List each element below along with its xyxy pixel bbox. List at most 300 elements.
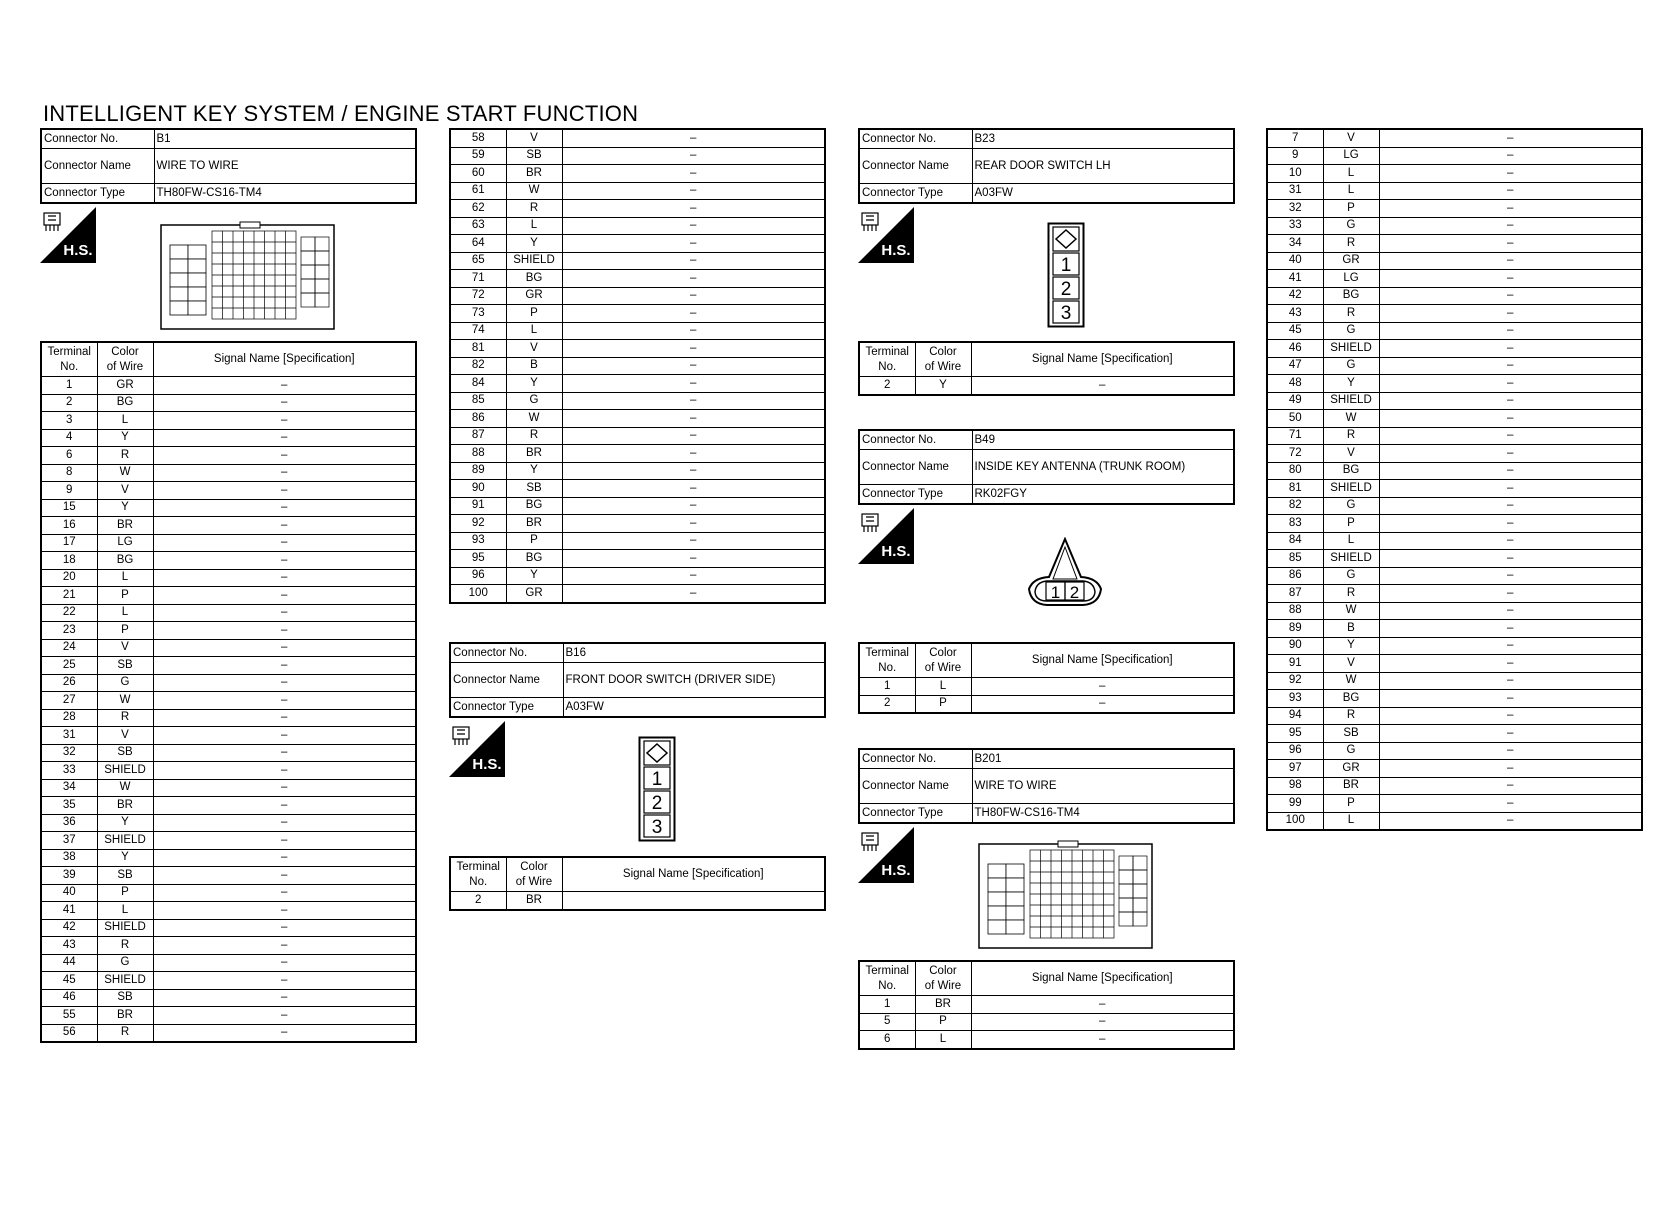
wire-color-cell: V: [506, 340, 562, 358]
signal-name-cell: –: [153, 779, 416, 797]
table-row: [450, 375, 825, 393]
terminal-no-cell: 6: [859, 1031, 915, 1049]
terminal-no-cell: 10: [1267, 165, 1323, 183]
signal-name-cell: –: [1379, 252, 1642, 270]
label-connector-name: Connector Name: [859, 149, 972, 184]
label-connector-no: Connector No.: [859, 430, 972, 450]
terminal-no-cell: 2: [859, 377, 915, 395]
connector-no-value: B1: [154, 129, 416, 149]
table-row: [1267, 322, 1642, 340]
signal-name-cell: –: [153, 482, 416, 500]
table-row: [450, 165, 825, 183]
wire-color-cell: W: [1323, 410, 1379, 428]
signal-name-cell: –: [1379, 445, 1642, 463]
wire-color-cell: BR: [915, 996, 971, 1014]
wire-color-cell: BR: [506, 515, 562, 533]
signal-name-cell: –: [153, 954, 416, 972]
signal-name-cell: –: [153, 447, 416, 465]
color-of-wire-header: Color of Wire: [506, 857, 562, 892]
wire-color-cell: SHIELD: [1323, 392, 1379, 410]
signal-name-cell: –: [153, 674, 416, 692]
wire-color-cell: SB: [506, 480, 562, 498]
wire-color-cell: V: [97, 727, 153, 745]
table-row: [41, 832, 416, 850]
table-row: [1267, 392, 1642, 410]
signal-name-cell: –: [562, 305, 825, 323]
wire-color-cell: P: [1323, 200, 1379, 218]
hs-connector-icon: [858, 508, 914, 564]
table-row: [1267, 235, 1642, 253]
wire-color-cell: V: [97, 639, 153, 657]
terminal-no-cell: 45: [41, 972, 97, 990]
table-row: [450, 550, 825, 568]
table-row: [450, 585, 825, 603]
connector-name-value: FRONT DOOR SWITCH (DRIVER SIDE): [563, 663, 825, 698]
wire-color-cell: SHIELD: [1323, 550, 1379, 568]
wire-color-cell: G: [1323, 742, 1379, 760]
table-row: [1267, 357, 1642, 375]
signal-name-cell: –: [1379, 147, 1642, 165]
signal-name-cell: –: [1379, 795, 1642, 813]
table-row: [41, 814, 416, 832]
table-row: [450, 462, 825, 480]
table-row: [450, 892, 825, 910]
table-row: [450, 200, 825, 218]
wire-color-cell: L: [97, 569, 153, 587]
wire-color-cell: W: [506, 182, 562, 200]
terminal-no-cell: 99: [1267, 795, 1323, 813]
color-of-wire-header: Color of Wire: [915, 643, 971, 678]
signal-name-cell: –: [153, 692, 416, 710]
terminal-no-cell: 83: [1267, 515, 1323, 533]
table-row: [1267, 147, 1642, 165]
terminal-no-cell: 46: [1267, 340, 1323, 358]
signal-name-cell: –: [562, 270, 825, 288]
signal-name-header: Signal Name [Specification]: [971, 961, 1234, 996]
label-connector-no: Connector No.: [859, 749, 972, 769]
wire-color-cell: L: [97, 604, 153, 622]
table-row: [41, 937, 416, 955]
table-row: [450, 322, 825, 340]
signal-name-cell: –: [1379, 812, 1642, 830]
connector-type-value: RK02FGY: [972, 485, 1234, 505]
terminal-no-header: Terminal No.: [41, 342, 97, 377]
wire-color-cell: LG: [1323, 270, 1379, 288]
table-row: [41, 779, 416, 797]
wire-color-cell: P: [97, 622, 153, 640]
table-row: [1267, 129, 1642, 147]
connector-name-value: WIRE TO WIRE: [972, 769, 1234, 804]
wire-color-cell: SB: [1323, 725, 1379, 743]
terminal-no-cell: 43: [1267, 305, 1323, 323]
signal-name-cell: –: [1379, 235, 1642, 253]
terminal-table-b16: [449, 856, 826, 911]
terminal-no-cell: 41: [1267, 270, 1323, 288]
terminal-no-cell: 95: [450, 550, 506, 568]
table-row: [41, 429, 416, 447]
table-row: [1267, 690, 1642, 708]
terminal-no-cell: 35: [41, 797, 97, 815]
signal-name-cell: –: [153, 867, 416, 885]
terminal-no-cell: 37: [41, 832, 97, 850]
wire-color-cell: L: [1323, 165, 1379, 183]
terminal-no-header: Terminal No.: [859, 643, 915, 678]
signal-name-cell: –: [153, 569, 416, 587]
signal-name-cell: –: [1379, 760, 1642, 778]
wire-color-cell: BG: [97, 394, 153, 412]
terminal-no-cell: 62: [450, 200, 506, 218]
signal-name-cell: –: [562, 235, 825, 253]
signal-name-cell: –: [1379, 200, 1642, 218]
wire-color-cell: P: [915, 1013, 971, 1031]
terminal-no-cell: 36: [41, 814, 97, 832]
wire-color-cell: Y: [1323, 375, 1379, 393]
wire-color-cell: R: [97, 709, 153, 727]
table-row: [41, 552, 416, 570]
terminal-no-cell: 42: [41, 919, 97, 937]
wire-color-cell: GR: [97, 377, 153, 395]
table-row: [859, 678, 1234, 696]
signal-name-cell: –: [971, 1031, 1234, 1049]
wire-color-cell: W: [97, 464, 153, 482]
signal-name-cell: –: [1379, 777, 1642, 795]
wire-color-cell: L: [915, 678, 971, 696]
signal-name-cell: –: [153, 919, 416, 937]
table-row: [1267, 375, 1642, 393]
table-row: [450, 567, 825, 585]
table-row: [450, 147, 825, 165]
table-row: [450, 182, 825, 200]
wire-color-cell: BG: [1323, 690, 1379, 708]
terminal-no-cell: 48: [1267, 375, 1323, 393]
wire-color-cell: BG: [1323, 287, 1379, 305]
wire-color-cell: L: [1323, 182, 1379, 200]
terminal-table-b23: [858, 341, 1235, 396]
connector-face-b49: [1025, 537, 1105, 609]
hs-connector-icon: [40, 207, 96, 263]
pin-2-label: 2: [1060, 279, 1072, 300]
terminal-no-cell: 1: [859, 678, 915, 696]
signal-name-cell: –: [153, 499, 416, 517]
terminal-no-cell: 94: [1267, 707, 1323, 725]
signal-name-cell: –: [153, 622, 416, 640]
signal-name-cell: –: [1379, 550, 1642, 568]
table-row: [41, 954, 416, 972]
table-row: [1267, 812, 1642, 830]
label-connector-type: Connector Type: [859, 485, 972, 505]
svg-text:H.S.: H.S.: [881, 543, 911, 560]
wire-color-cell: L: [1323, 812, 1379, 830]
wire-color-cell: G: [97, 674, 153, 692]
table-row: [41, 902, 416, 920]
terminal-no-cell: 100: [1267, 812, 1323, 830]
terminal-no-cell: 38: [41, 849, 97, 867]
wire-color-cell: R: [97, 447, 153, 465]
pin-1-label: 1: [1050, 583, 1061, 602]
terminal-no-cell: 6: [41, 447, 97, 465]
table-row: [1267, 305, 1642, 323]
signal-name-cell: –: [1379, 585, 1642, 603]
connector-type-value: TH80FW-CS16-TM4: [972, 804, 1234, 824]
terminal-no-cell: 88: [1267, 602, 1323, 620]
wire-color-cell: SB: [97, 744, 153, 762]
table-row: [1267, 165, 1642, 183]
table-row: [1267, 655, 1642, 673]
signal-name-cell: –: [1379, 497, 1642, 515]
terminal-no-header: Terminal No.: [450, 857, 506, 892]
terminal-no-cell: 90: [1267, 637, 1323, 655]
table-row: [1267, 270, 1642, 288]
signal-name-cell: –: [1379, 322, 1642, 340]
terminal-no-cell: 15: [41, 499, 97, 517]
terminal-no-cell: 100: [450, 585, 506, 603]
terminal-no-cell: 64: [450, 235, 506, 253]
terminal-table-b1: [40, 341, 417, 1043]
signal-name-cell: –: [153, 412, 416, 430]
terminal-no-cell: 82: [450, 357, 506, 375]
wire-color-cell: B: [506, 357, 562, 375]
table-row: [450, 515, 825, 533]
terminal-no-cell: 24: [41, 639, 97, 657]
table-row: [41, 569, 416, 587]
terminal-no-cell: 82: [1267, 497, 1323, 515]
table-row: [41, 622, 416, 640]
table-row: [41, 394, 416, 412]
wire-color-cell: GR: [1323, 760, 1379, 778]
table-row: [41, 587, 416, 605]
wire-color-cell: BR: [506, 892, 562, 910]
terminal-no-cell: 9: [41, 482, 97, 500]
pin-3-label: 3: [1060, 303, 1072, 324]
signal-name-header: Signal Name [Specification]: [971, 643, 1234, 678]
terminal-no-cell: 33: [1267, 217, 1323, 235]
terminal-no-cell: 40: [41, 884, 97, 902]
table-row: [1267, 760, 1642, 778]
label-connector-type: Connector Type: [450, 698, 563, 718]
signal-name-cell: –: [1379, 287, 1642, 305]
table-row: [450, 480, 825, 498]
signal-name-cell: –: [1379, 340, 1642, 358]
signal-name-cell: –: [153, 989, 416, 1007]
connector-name-value: REAR DOOR SWITCH LH: [972, 149, 1234, 184]
table-row: [1267, 532, 1642, 550]
terminal-no-cell: 72: [1267, 445, 1323, 463]
terminal-no-cell: 1: [41, 377, 97, 395]
table-row: [450, 445, 825, 463]
svg-text:H.S.: H.S.: [881, 862, 911, 879]
terminal-no-cell: 85: [1267, 550, 1323, 568]
wire-color-cell: SB: [97, 867, 153, 885]
wire-color-cell: SB: [97, 989, 153, 1007]
terminal-no-cell: 74: [450, 322, 506, 340]
terminal-no-cell: 39: [41, 867, 97, 885]
wire-color-cell: BG: [506, 497, 562, 515]
terminal-no-cell: 41: [41, 902, 97, 920]
table-row: [41, 464, 416, 482]
terminal-no-cell: 17: [41, 534, 97, 552]
wire-color-cell: Y: [915, 377, 971, 395]
signal-name-cell: –: [153, 937, 416, 955]
table-row: [1267, 795, 1642, 813]
terminal-no-cell: 72: [450, 287, 506, 305]
terminal-no-header: Terminal No.: [859, 342, 915, 377]
wire-color-cell: L: [506, 217, 562, 235]
terminal-no-cell: 45: [1267, 322, 1323, 340]
signal-name-cell: –: [562, 165, 825, 183]
hs-connector-icon: [449, 721, 505, 777]
table-row: [41, 1024, 416, 1042]
table-row: [450, 305, 825, 323]
svg-text:H.S.: H.S.: [63, 242, 93, 259]
wire-color-cell: LG: [1323, 147, 1379, 165]
table-row: [41, 797, 416, 815]
table-row: [1267, 252, 1642, 270]
wire-color-cell: GR: [506, 585, 562, 603]
terminal-no-cell: 86: [1267, 567, 1323, 585]
terminal-no-cell: 46: [41, 989, 97, 1007]
label-connector-name: Connector Name: [859, 450, 972, 485]
table-row: [41, 534, 416, 552]
color-of-wire-header: Color of Wire: [915, 342, 971, 377]
wire-color-cell: G: [1323, 357, 1379, 375]
signal-name-cell: –: [1379, 375, 1642, 393]
table-row: [859, 1013, 1234, 1031]
signal-name-cell: –: [562, 322, 825, 340]
table-row: [41, 1007, 416, 1025]
label-connector-name: Connector Name: [450, 663, 563, 698]
signal-name-cell: –: [1379, 392, 1642, 410]
signal-name-cell: –: [1379, 742, 1642, 760]
label-connector-type: Connector Type: [41, 184, 154, 204]
terminal-no-cell: 31: [1267, 182, 1323, 200]
label-connector-no: Connector No.: [859, 129, 972, 149]
connector-name-value: INSIDE KEY ANTENNA (TRUNK ROOM): [972, 450, 1234, 485]
terminal-no-cell: 2: [41, 394, 97, 412]
terminal-no-cell: 96: [450, 567, 506, 585]
wire-color-cell: P: [506, 305, 562, 323]
table-row: [859, 695, 1234, 713]
table-row: [1267, 567, 1642, 585]
terminal-no-cell: 31: [41, 727, 97, 745]
wire-color-cell: V: [97, 482, 153, 500]
table-row: [41, 744, 416, 762]
hs-connector-icon: [858, 827, 914, 883]
table-row: [41, 674, 416, 692]
signal-name-cell: –: [971, 1013, 1234, 1031]
connector-name-value: WIRE TO WIRE: [154, 149, 416, 184]
terminal-table-b201: [858, 960, 1235, 1050]
connector-no-value: B23: [972, 129, 1234, 149]
terminal-table-b49: [858, 642, 1235, 714]
signal-name-cell: –: [153, 972, 416, 990]
signal-name-cell: –: [562, 585, 825, 603]
terminal-no-cell: 86: [450, 410, 506, 428]
table-row: [1267, 445, 1642, 463]
signal-name-cell: –: [1379, 129, 1642, 147]
wire-color-cell: SHIELD: [97, 762, 153, 780]
connector-type-value: A03FW: [972, 184, 1234, 204]
table-row: [1267, 777, 1642, 795]
connector-info-b23: [858, 128, 1235, 204]
signal-name-cell: –: [562, 427, 825, 445]
table-row: [41, 884, 416, 902]
signal-name-cell: –: [153, 902, 416, 920]
label-connector-no: Connector No.: [41, 129, 154, 149]
terminal-no-cell: 33: [41, 762, 97, 780]
table-row: [1267, 602, 1642, 620]
signal-name-cell: –: [562, 340, 825, 358]
table-row: [41, 762, 416, 780]
table-row: [1267, 200, 1642, 218]
wire-color-cell: R: [1323, 235, 1379, 253]
signal-name-cell: –: [153, 884, 416, 902]
wire-color-cell: L: [506, 322, 562, 340]
wire-color-cell: V: [1323, 655, 1379, 673]
signal-name-cell: –: [153, 709, 416, 727]
signal-name-cell: –: [562, 200, 825, 218]
terminal-no-cell: 55: [41, 1007, 97, 1025]
signal-name-cell: –: [562, 532, 825, 550]
wire-color-cell: P: [1323, 795, 1379, 813]
label-connector-no: Connector No.: [450, 643, 563, 663]
terminal-no-cell: 28: [41, 709, 97, 727]
connector-no-value: B16: [563, 643, 825, 663]
terminal-no-cell: 32: [41, 744, 97, 762]
wire-color-cell: R: [97, 937, 153, 955]
table-row: [1267, 287, 1642, 305]
terminal-no-cell: 42: [1267, 287, 1323, 305]
signal-name-cell: –: [562, 497, 825, 515]
table-row: [450, 410, 825, 428]
wire-color-cell: R: [506, 200, 562, 218]
terminal-no-cell: 7: [1267, 129, 1323, 147]
terminal-no-cell: 2: [450, 892, 506, 910]
terminal-no-cell: 9: [1267, 147, 1323, 165]
label-connector-name: Connector Name: [41, 149, 154, 184]
table-row: [859, 996, 1234, 1014]
signal-name-cell: –: [562, 129, 825, 147]
signal-name-cell: –: [1379, 637, 1642, 655]
connector-face-b23: [1047, 222, 1085, 328]
signal-name-cell: –: [1379, 672, 1642, 690]
connector-face-b201: [978, 840, 1153, 949]
terminal-no-cell: 95: [1267, 725, 1323, 743]
signal-name-cell: –: [153, 1007, 416, 1025]
signal-name-header: Signal Name [Specification]: [562, 857, 825, 892]
wire-color-cell: BR: [97, 517, 153, 535]
terminal-no-cell: 87: [1267, 585, 1323, 603]
terminal-no-cell: 87: [450, 427, 506, 445]
wire-color-cell: W: [1323, 672, 1379, 690]
signal-name-cell: –: [153, 464, 416, 482]
terminal-no-cell: 81: [450, 340, 506, 358]
terminal-no-cell: 89: [1267, 620, 1323, 638]
terminal-no-cell: 93: [450, 532, 506, 550]
terminal-no-header: Terminal No.: [859, 961, 915, 996]
table-row: [1267, 550, 1642, 568]
table-row: [450, 497, 825, 515]
table-row: [41, 709, 416, 727]
hs-connector-icon: [858, 207, 914, 263]
table-row: [41, 849, 416, 867]
table-row: [450, 357, 825, 375]
terminal-no-cell: 22: [41, 604, 97, 622]
connector-info-b49: [858, 429, 1235, 505]
table-row: [41, 972, 416, 990]
wire-color-cell: BG: [506, 270, 562, 288]
table-row: [41, 447, 416, 465]
signal-name-cell: –: [562, 357, 825, 375]
